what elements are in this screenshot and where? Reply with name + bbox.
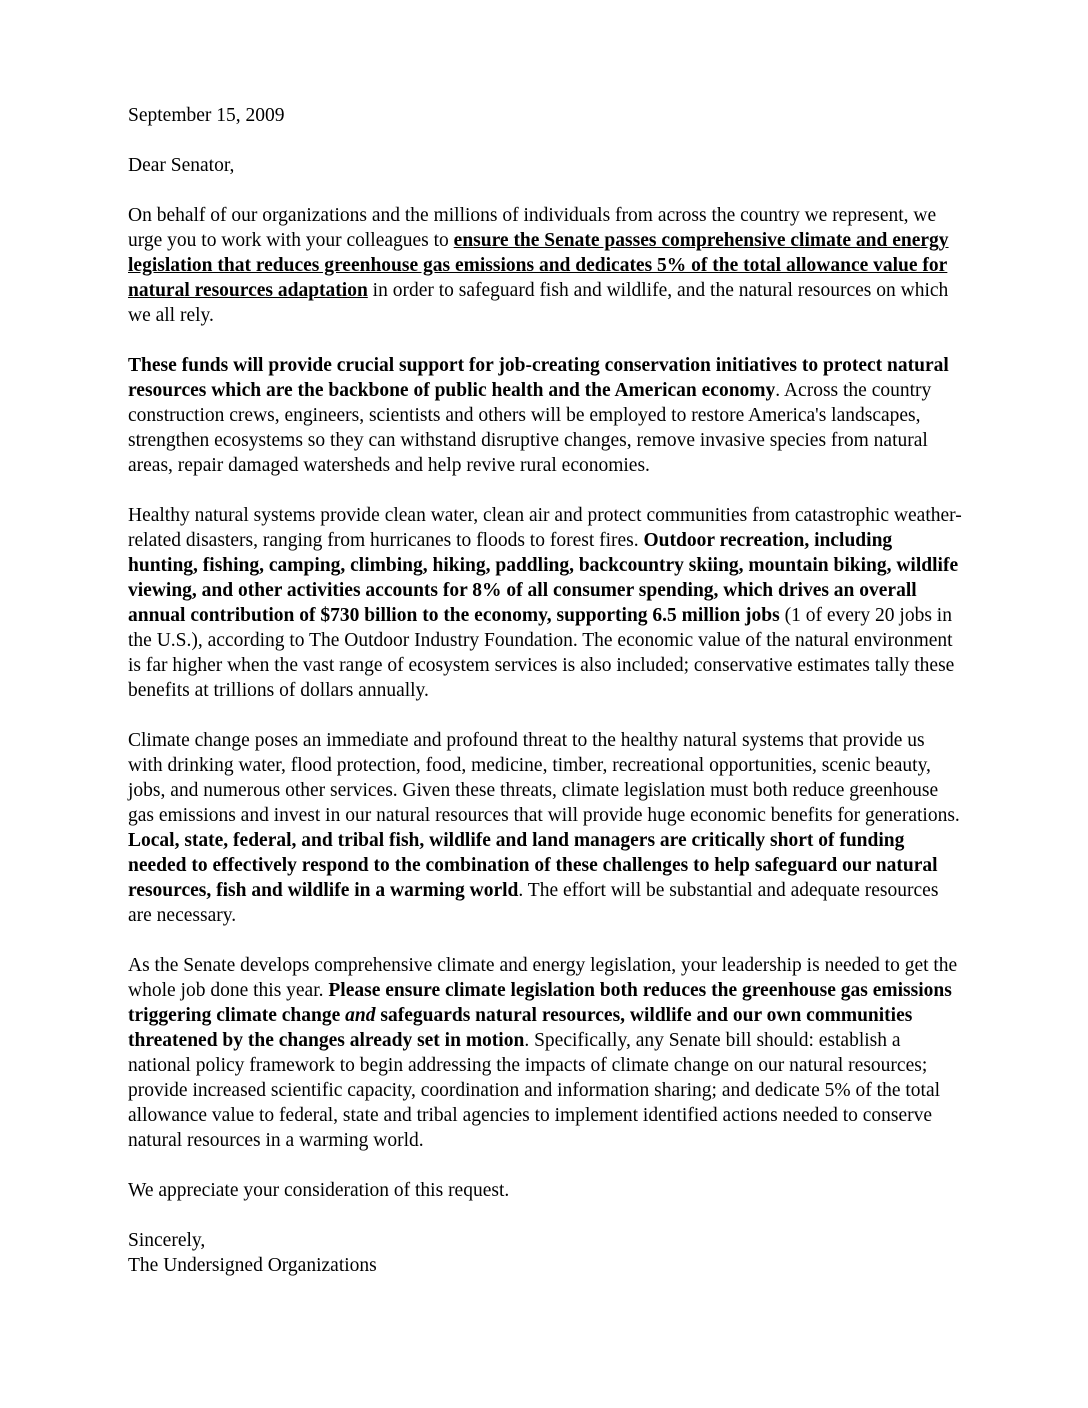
text-segment: Healthy natural systems provide clean water, clean air and protect communities from catastrophic weather-related disasters, ranging from hurricanes to floods to forest fires. bbox=[128, 505, 962, 551]
salutation: Dear Senator, bbox=[128, 155, 235, 176]
signoff: Sincerely, bbox=[128, 1230, 206, 1251]
text-segment: in order to safeguard fish and wildlife, and the natural resources on which we all rely. bbox=[128, 280, 949, 326]
paragraph-senate-leadership bbox=[128, 953, 962, 1153]
text-segment: These funds will provide crucial support for job-creating conservation initiatives to protect natural resources which are the backbone of public health and the American economy bbox=[128, 355, 949, 401]
text-segment: As the Senate develops comprehensive climate and energy legislation, your leadership is needed to get the whole job done this year. bbox=[128, 955, 958, 1001]
text-segment: (1 of every 20 jobs in the U.S.), according to The Outdoor Industry Foundation. The economic value of the natural environment is far higher when the vast range of ecosystem services is also included; conservative estimates tally these benefits at trillions of dollars annually. bbox=[128, 605, 955, 701]
text-segment: . Specifically, any Senate bill should: establish a national policy framework to begin addressing the impacts of climate change on our natural resources; provide increased scientific capacity, coordination and information sharing; and dedicate 5% of the total allowance value to federal, state and tribal agencies to implement identified actions needed to conserve natural resources in a warming world. bbox=[128, 1030, 941, 1151]
closing-line: We appreciate your consideration of this request. bbox=[128, 1180, 510, 1201]
signature-line: The Undersigned Organizations bbox=[128, 1255, 377, 1276]
text-segment: Outdoor recreation, including hunting, fishing, camping, climbing, hiking, paddling, backcountry skiing, mountain biking, wildlife viewing, and other activities accounts for 8% of all consumer spending, which drives an overall annual contribution of $730 billion to the economy, supporting 6.5 million jobs bbox=[128, 530, 959, 626]
paragraph-intro-ask bbox=[128, 203, 962, 328]
text-segment: safeguards natural resources, wildlife and our own communities threatened by the changes already set in motion bbox=[128, 1005, 913, 1051]
paragraph-climate-threat bbox=[128, 728, 962, 928]
text-segment: and bbox=[345, 1005, 376, 1026]
text-segment: Climate change poses an immediate and profound threat to the healthy natural systems that provide us with drinking water, flood protection, food, medicine, timber, recreational opportunities, scenic beauty, jobs, and numerous other services. Given these threats, climate legislation must both reduce greenhouse gas emissions and invest in our natural resources that will provide huge economic benefits for generations. bbox=[128, 730, 960, 826]
text-segment: ensure the Senate passes comprehensive climate and energy legislation that reduces greenhouse gas emissions and dedicates 5% of the total allowance value for natural resources adaptation bbox=[128, 230, 949, 301]
text-segment: . The effort will be substantial and adequate resources are necessary. bbox=[128, 880, 939, 926]
text-segment: On behalf of our organizations and the millions of individuals from across the country we represent, we urge you to work with your colleagues to bbox=[128, 205, 937, 251]
letter-date: September 15, 2009 bbox=[128, 105, 285, 126]
text-segment: . Across the country construction crews, engineers, scientists and others will be employed to restore America's landscapes, strengthen ecosystems so they can withstand disruptive changes, remove invasive species from natural areas, repair damaged watersheds and help revive rural economies. bbox=[128, 380, 932, 476]
paragraph-outdoor-recreation bbox=[128, 503, 962, 703]
text-segment: Please ensure climate legislation both reduces the greenhouse gas emissions triggering climate change bbox=[128, 980, 952, 1026]
text-segment: Local, state, federal, and tribal fish, wildlife and land managers are critically short of funding needed to effectively respond to the combination of these challenges to help safeguard our natural resources, fish and wildlife in a warming world bbox=[128, 830, 938, 901]
paragraph-funds-jobs bbox=[128, 353, 962, 478]
